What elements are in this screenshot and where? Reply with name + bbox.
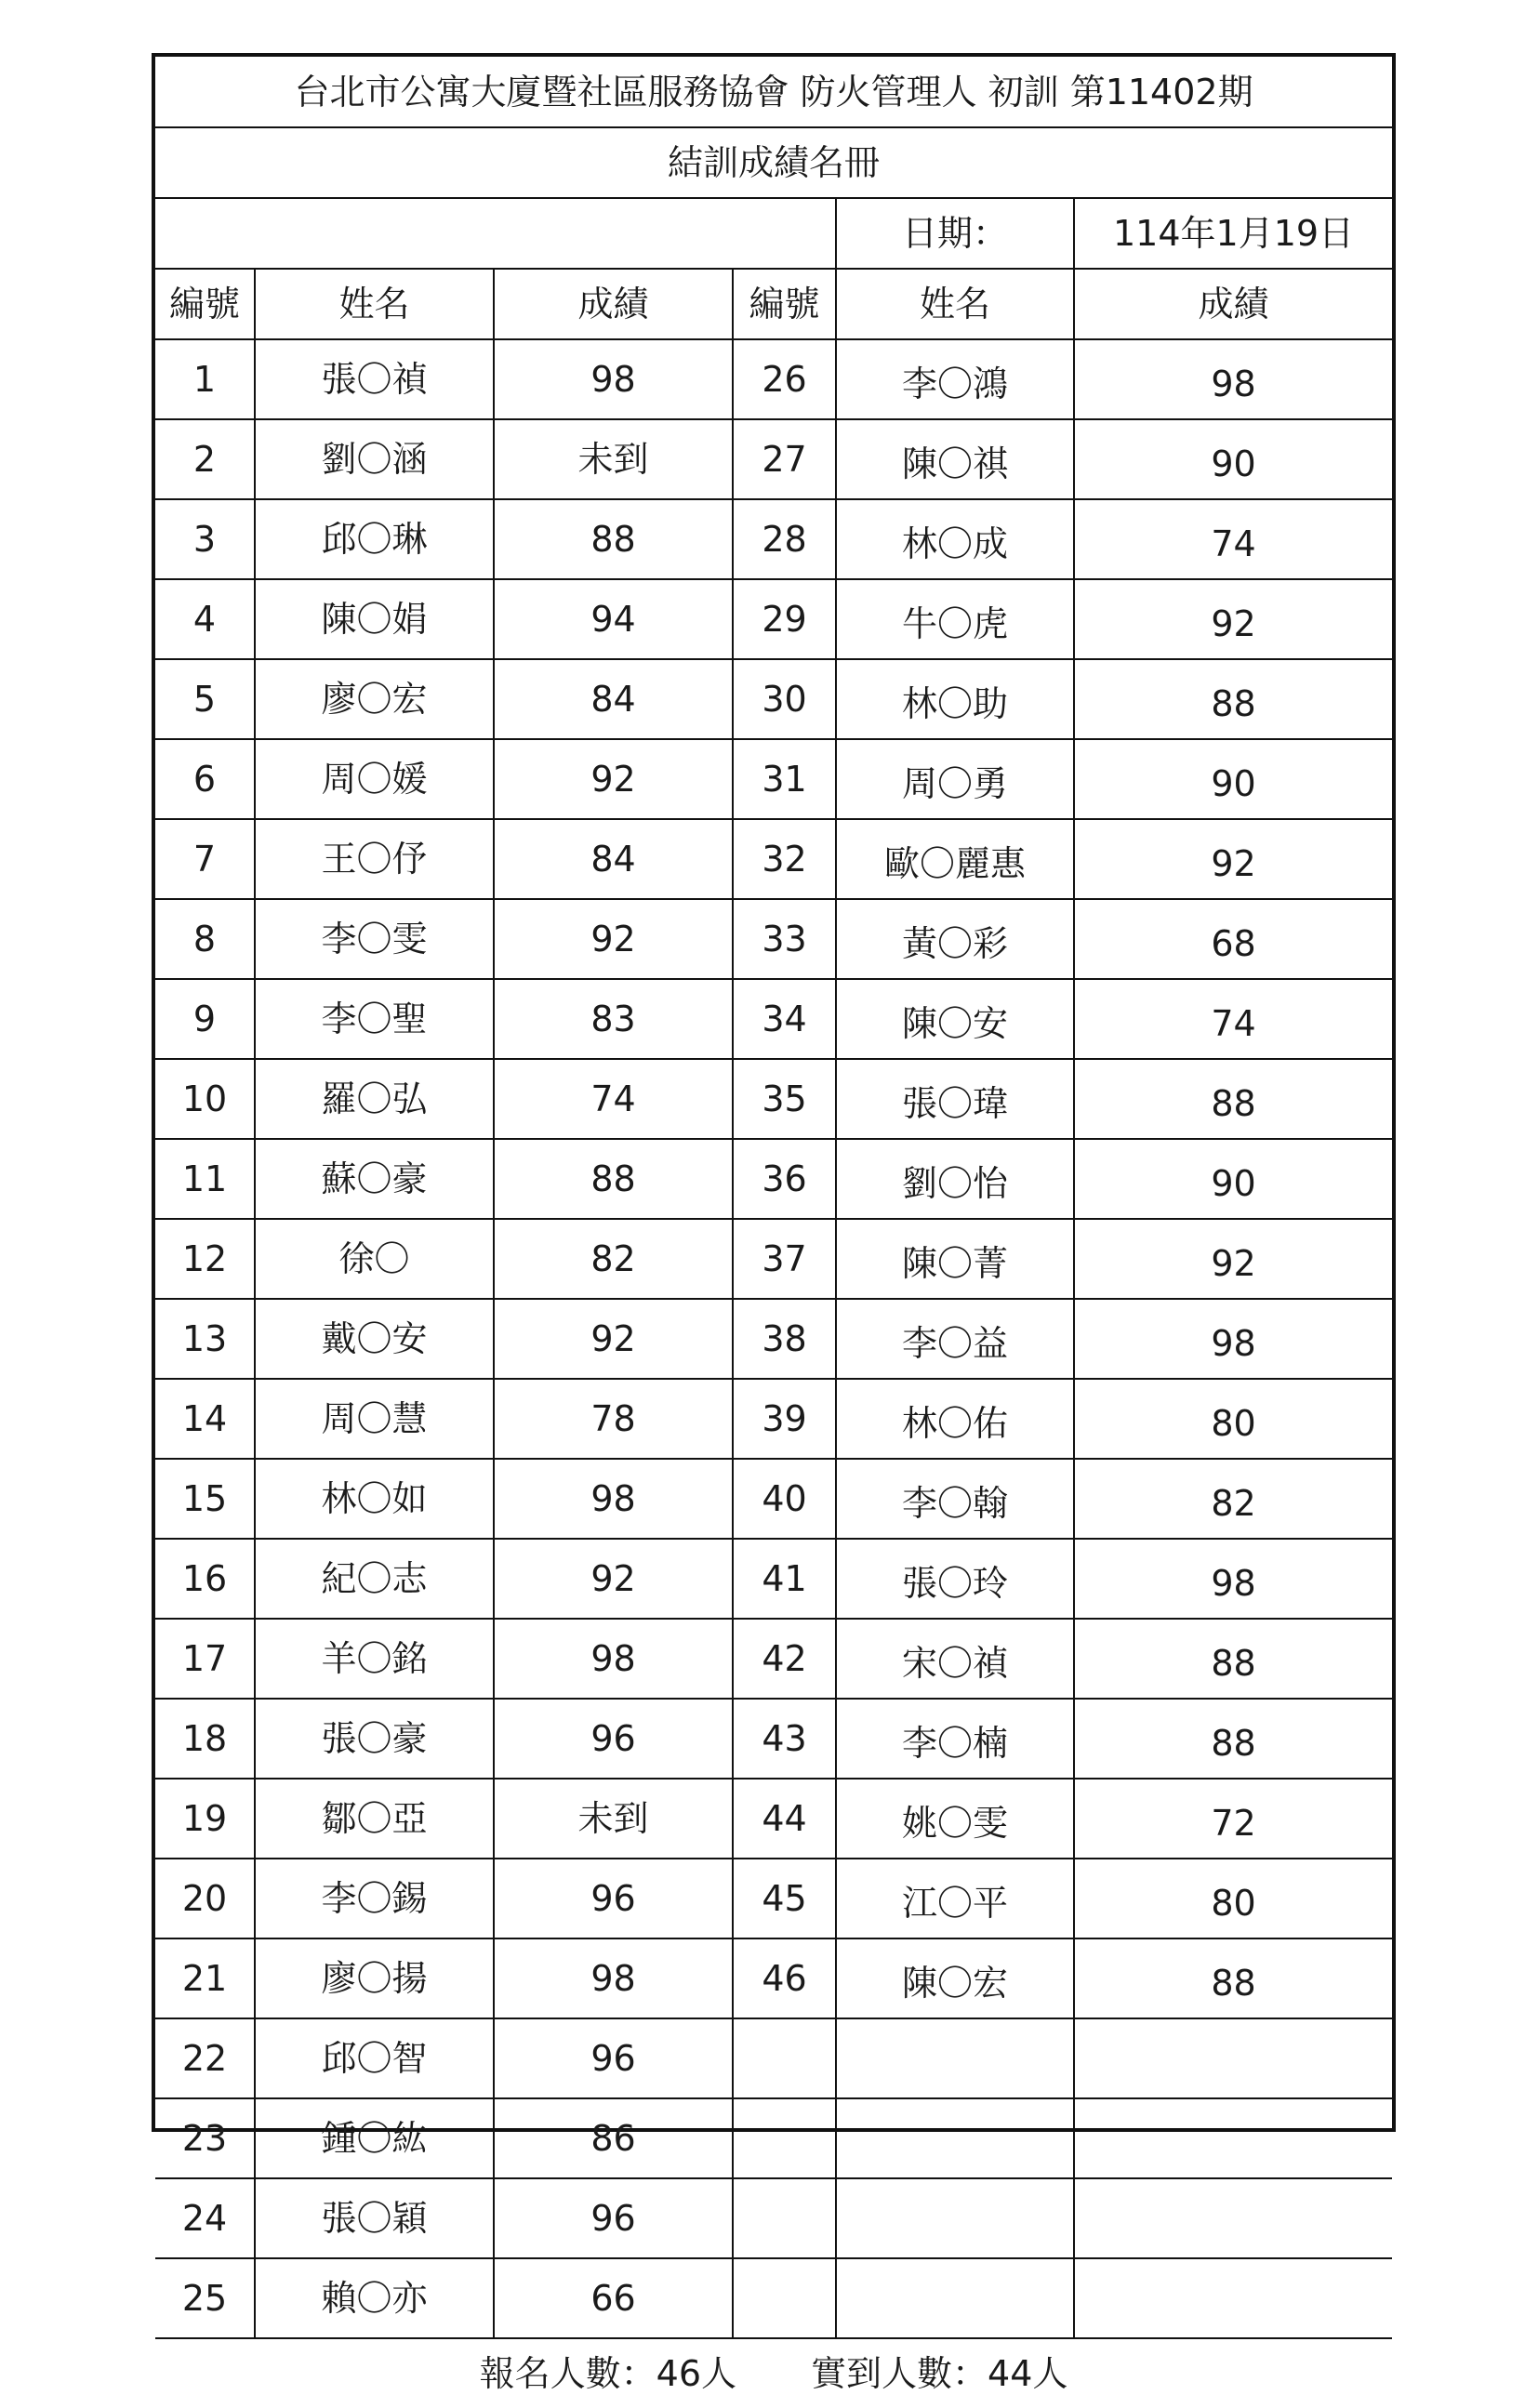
row-name-right: 陳〇祺 [836,419,1074,499]
row-name-left: 邱〇琳 [255,499,494,579]
row-score-right: 90 [1074,739,1392,819]
row-score-right: 92 [1074,1219,1392,1299]
row-score-right: 88 [1074,1699,1392,1779]
row-score-right: 80 [1074,1859,1392,1938]
row-no-left: 19 [155,1779,255,1859]
row-score-left: 88 [494,499,733,579]
row-no-right: 42 [733,1619,836,1699]
row-no-right [733,2098,836,2178]
row-score-right: 98 [1074,1539,1392,1619]
row-no-right: 44 [733,1779,836,1859]
row-score-left: 86 [494,2098,733,2178]
row-no-right [733,2018,836,2098]
registered-count: 報名人數：46人 [479,2353,737,2394]
table-row [155,1459,1392,1539]
row-name-right: 林〇助 [836,659,1074,739]
row-score-left: 98 [494,1619,733,1699]
row-score-left: 98 [494,339,733,419]
row-name-left: 陳〇娟 [255,579,494,659]
table-row [155,1139,1392,1219]
row-no-left: 14 [155,1379,255,1459]
row-no-right: 28 [733,499,836,579]
row-no-left: 16 [155,1539,255,1619]
row-score-right [1074,2258,1392,2338]
row-no-right: 34 [733,979,836,1059]
row-no-left: 15 [155,1459,255,1539]
row-name-left: 廖〇揚 [255,1938,494,2018]
row-score-right: 80 [1074,1379,1392,1459]
col-header-name-left: 姓名 [255,269,494,339]
row-name-left: 邱〇智 [255,2018,494,2098]
row-name-left: 賴〇亦 [255,2258,494,2338]
row-name-left: 鄒〇亞 [255,1779,494,1859]
row-score-left: 96 [494,1859,733,1938]
row-name-right: 牛〇虎 [836,579,1074,659]
row-no-left: 3 [155,499,255,579]
row-name-left: 李〇雯 [255,899,494,979]
row-no-right: 41 [733,1539,836,1619]
row-no-right [733,2258,836,2338]
row-no-right: 35 [733,1059,836,1139]
row-score-right [1074,2098,1392,2178]
row-name-right [836,2178,1074,2258]
row-no-right: 37 [733,1219,836,1299]
table-row [155,2178,1392,2258]
row-no-left: 1 [155,339,255,419]
row-name-left: 羅〇弘 [255,1059,494,1139]
table-row [155,1059,1392,1139]
row-score-left: 66 [494,2258,733,2338]
date-blank [155,198,836,269]
row-name-left: 王〇伃 [255,819,494,899]
page-subtitle: 結訓成績名冊 [155,127,1392,198]
row-no-left: 25 [155,2258,255,2338]
row-no-right: 36 [733,1139,836,1219]
row-name-right: 李〇鴻 [836,339,1074,419]
table-row [155,339,1392,419]
row-score-left: 92 [494,899,733,979]
row-name-right: 周〇勇 [836,739,1074,819]
row-no-left: 4 [155,579,255,659]
table-row [155,1379,1392,1459]
row-no-left: 17 [155,1619,255,1699]
row-score-right: 92 [1074,579,1392,659]
row-score-left: 92 [494,1299,733,1379]
row-score-left: 84 [494,659,733,739]
table-row [155,2098,1392,2178]
row-name-left: 周〇慧 [255,1379,494,1459]
table-row [155,1219,1392,1299]
row-name-right [836,2098,1074,2178]
row-name-right: 李〇益 [836,1299,1074,1379]
row-name-right: 陳〇菁 [836,1219,1074,1299]
row-name-right: 黃〇彩 [836,899,1074,979]
row-score-left: 83 [494,979,733,1059]
roster-sheet [152,53,1396,2394]
row-no-right: 30 [733,659,836,739]
table-row [155,1299,1392,1379]
row-name-left: 紀〇志 [255,1539,494,1619]
row-score-right: 72 [1074,1779,1392,1859]
row-no-left: 9 [155,979,255,1059]
row-no-right: 27 [733,419,836,499]
row-no-left: 18 [155,1699,255,1779]
table-row [155,819,1392,899]
row-score-left: 未到 [494,419,733,499]
row-name-right: 劉〇怡 [836,1139,1074,1219]
date-value: 114年1月19日 [1074,198,1392,269]
row-score-right: 92 [1074,819,1392,899]
row-no-left: 24 [155,2178,255,2258]
row-name-left: 李〇聖 [255,979,494,1059]
row-score-right: 88 [1074,659,1392,739]
row-name-right: 李〇翰 [836,1459,1074,1539]
row-no-left: 22 [155,2018,255,2098]
row-name-left: 蘇〇豪 [255,1139,494,1219]
table-row [155,1619,1392,1699]
row-score-left: 78 [494,1379,733,1459]
row-no-right: 31 [733,739,836,819]
row-score-left: 未到 [494,1779,733,1859]
row-name-right: 李〇楠 [836,1699,1074,1779]
row-score-right: 68 [1074,899,1392,979]
row-score-left: 88 [494,1139,733,1219]
row-score-left: 96 [494,1699,733,1779]
row-score-right: 74 [1074,979,1392,1059]
table-row [155,1539,1392,1619]
footer-row [155,2338,1392,2408]
row-no-right: 26 [733,339,836,419]
row-no-left: 7 [155,819,255,899]
row-name-left: 廖〇宏 [255,659,494,739]
row-no-left: 6 [155,739,255,819]
row-no-left: 5 [155,659,255,739]
table-row [155,979,1392,1059]
table-row [155,1699,1392,1779]
row-no-right [733,2178,836,2258]
page-title: 台北市公寓大廈暨社區服務協會 防火管理人 初訓 第11402期 [155,57,1392,127]
row-score-left: 82 [494,1219,733,1299]
row-no-right: 39 [733,1379,836,1459]
row-name-left: 張〇禎 [255,339,494,419]
row-no-right: 45 [733,1859,836,1938]
row-score-right: 98 [1074,339,1392,419]
row-score-right: 98 [1074,1299,1392,1379]
table-row [155,899,1392,979]
row-no-left: 20 [155,1859,255,1938]
row-no-right: 38 [733,1299,836,1379]
row-score-left: 74 [494,1059,733,1139]
roster-body [155,57,1392,2408]
attended-count: 實到人數：44人 [811,2353,1068,2394]
table-row [155,1779,1392,1859]
date-label: 日期： [836,198,1074,269]
row-score-left: 96 [494,2018,733,2098]
row-score-right: 90 [1074,1139,1392,1219]
row-name-left: 周〇媛 [255,739,494,819]
table-row [155,419,1392,499]
row-name-left: 羊〇銘 [255,1619,494,1699]
row-name-right: 張〇玲 [836,1539,1074,1619]
row-name-right [836,2258,1074,2338]
footer-summary [155,2338,1392,2408]
row-name-left: 鍾〇紘 [255,2098,494,2178]
table-row [155,659,1392,739]
row-name-right: 宋〇禎 [836,1619,1074,1699]
row-score-left: 98 [494,1938,733,2018]
row-name-right: 江〇平 [836,1859,1074,1938]
row-score-right [1074,2018,1392,2098]
row-name-left: 徐〇 [255,1219,494,1299]
row-no-right: 29 [733,579,836,659]
row-no-right: 46 [733,1938,836,2018]
row-no-left: 13 [155,1299,255,1379]
row-name-right: 林〇佑 [836,1379,1074,1459]
row-score-left: 94 [494,579,733,659]
row-no-right: 43 [733,1699,836,1779]
row-name-left: 張〇豪 [255,1699,494,1779]
date-row [155,198,1392,269]
table-row [155,2018,1392,2098]
row-score-right: 88 [1074,1619,1392,1699]
col-header-name-right: 姓名 [836,269,1074,339]
row-name-right: 張〇瑋 [836,1059,1074,1139]
row-name-right [836,2018,1074,2098]
table-row [155,1859,1392,1938]
subtitle-row [155,127,1392,198]
row-score-right: 88 [1074,1938,1392,2018]
row-name-left: 李〇錫 [255,1859,494,1938]
row-name-left: 劉〇涵 [255,419,494,499]
row-score-left: 92 [494,1539,733,1619]
row-no-left: 8 [155,899,255,979]
row-name-right: 陳〇安 [836,979,1074,1059]
row-no-left: 11 [155,1139,255,1219]
row-name-left: 林〇如 [255,1459,494,1539]
col-header-no-right: 編號 [733,269,836,339]
row-name-right: 林〇成 [836,499,1074,579]
row-name-left: 戴〇安 [255,1299,494,1379]
row-name-left: 張〇穎 [255,2178,494,2258]
row-no-left: 2 [155,419,255,499]
table-row [155,579,1392,659]
row-score-right [1074,2178,1392,2258]
roster-table [155,57,1392,2408]
row-no-right: 32 [733,819,836,899]
row-score-right: 74 [1074,499,1392,579]
row-score-right: 90 [1074,419,1392,499]
title-row [155,57,1392,127]
row-score-right: 88 [1074,1059,1392,1139]
row-name-right: 姚〇雯 [836,1779,1074,1859]
table-row [155,739,1392,819]
row-no-right: 33 [733,899,836,979]
row-score-left: 92 [494,739,733,819]
row-score-left: 84 [494,819,733,899]
row-score-right: 82 [1074,1459,1392,1539]
row-no-left: 21 [155,1938,255,2018]
row-name-right: 歐〇麗惠 [836,819,1074,899]
table-row [155,2258,1392,2338]
table-row [155,499,1392,579]
row-name-right: 陳〇宏 [836,1938,1074,2018]
row-score-left: 96 [494,2178,733,2258]
row-no-right: 40 [733,1459,836,1539]
row-no-left: 10 [155,1059,255,1139]
column-header-row [155,269,1392,339]
row-no-left: 12 [155,1219,255,1299]
col-header-score-right: 成績 [1074,269,1392,339]
col-header-score-left: 成績 [494,269,733,339]
table-row [155,1938,1392,2018]
row-score-left: 98 [494,1459,733,1539]
row-no-left: 23 [155,2098,255,2178]
col-header-no-left: 編號 [155,269,255,339]
